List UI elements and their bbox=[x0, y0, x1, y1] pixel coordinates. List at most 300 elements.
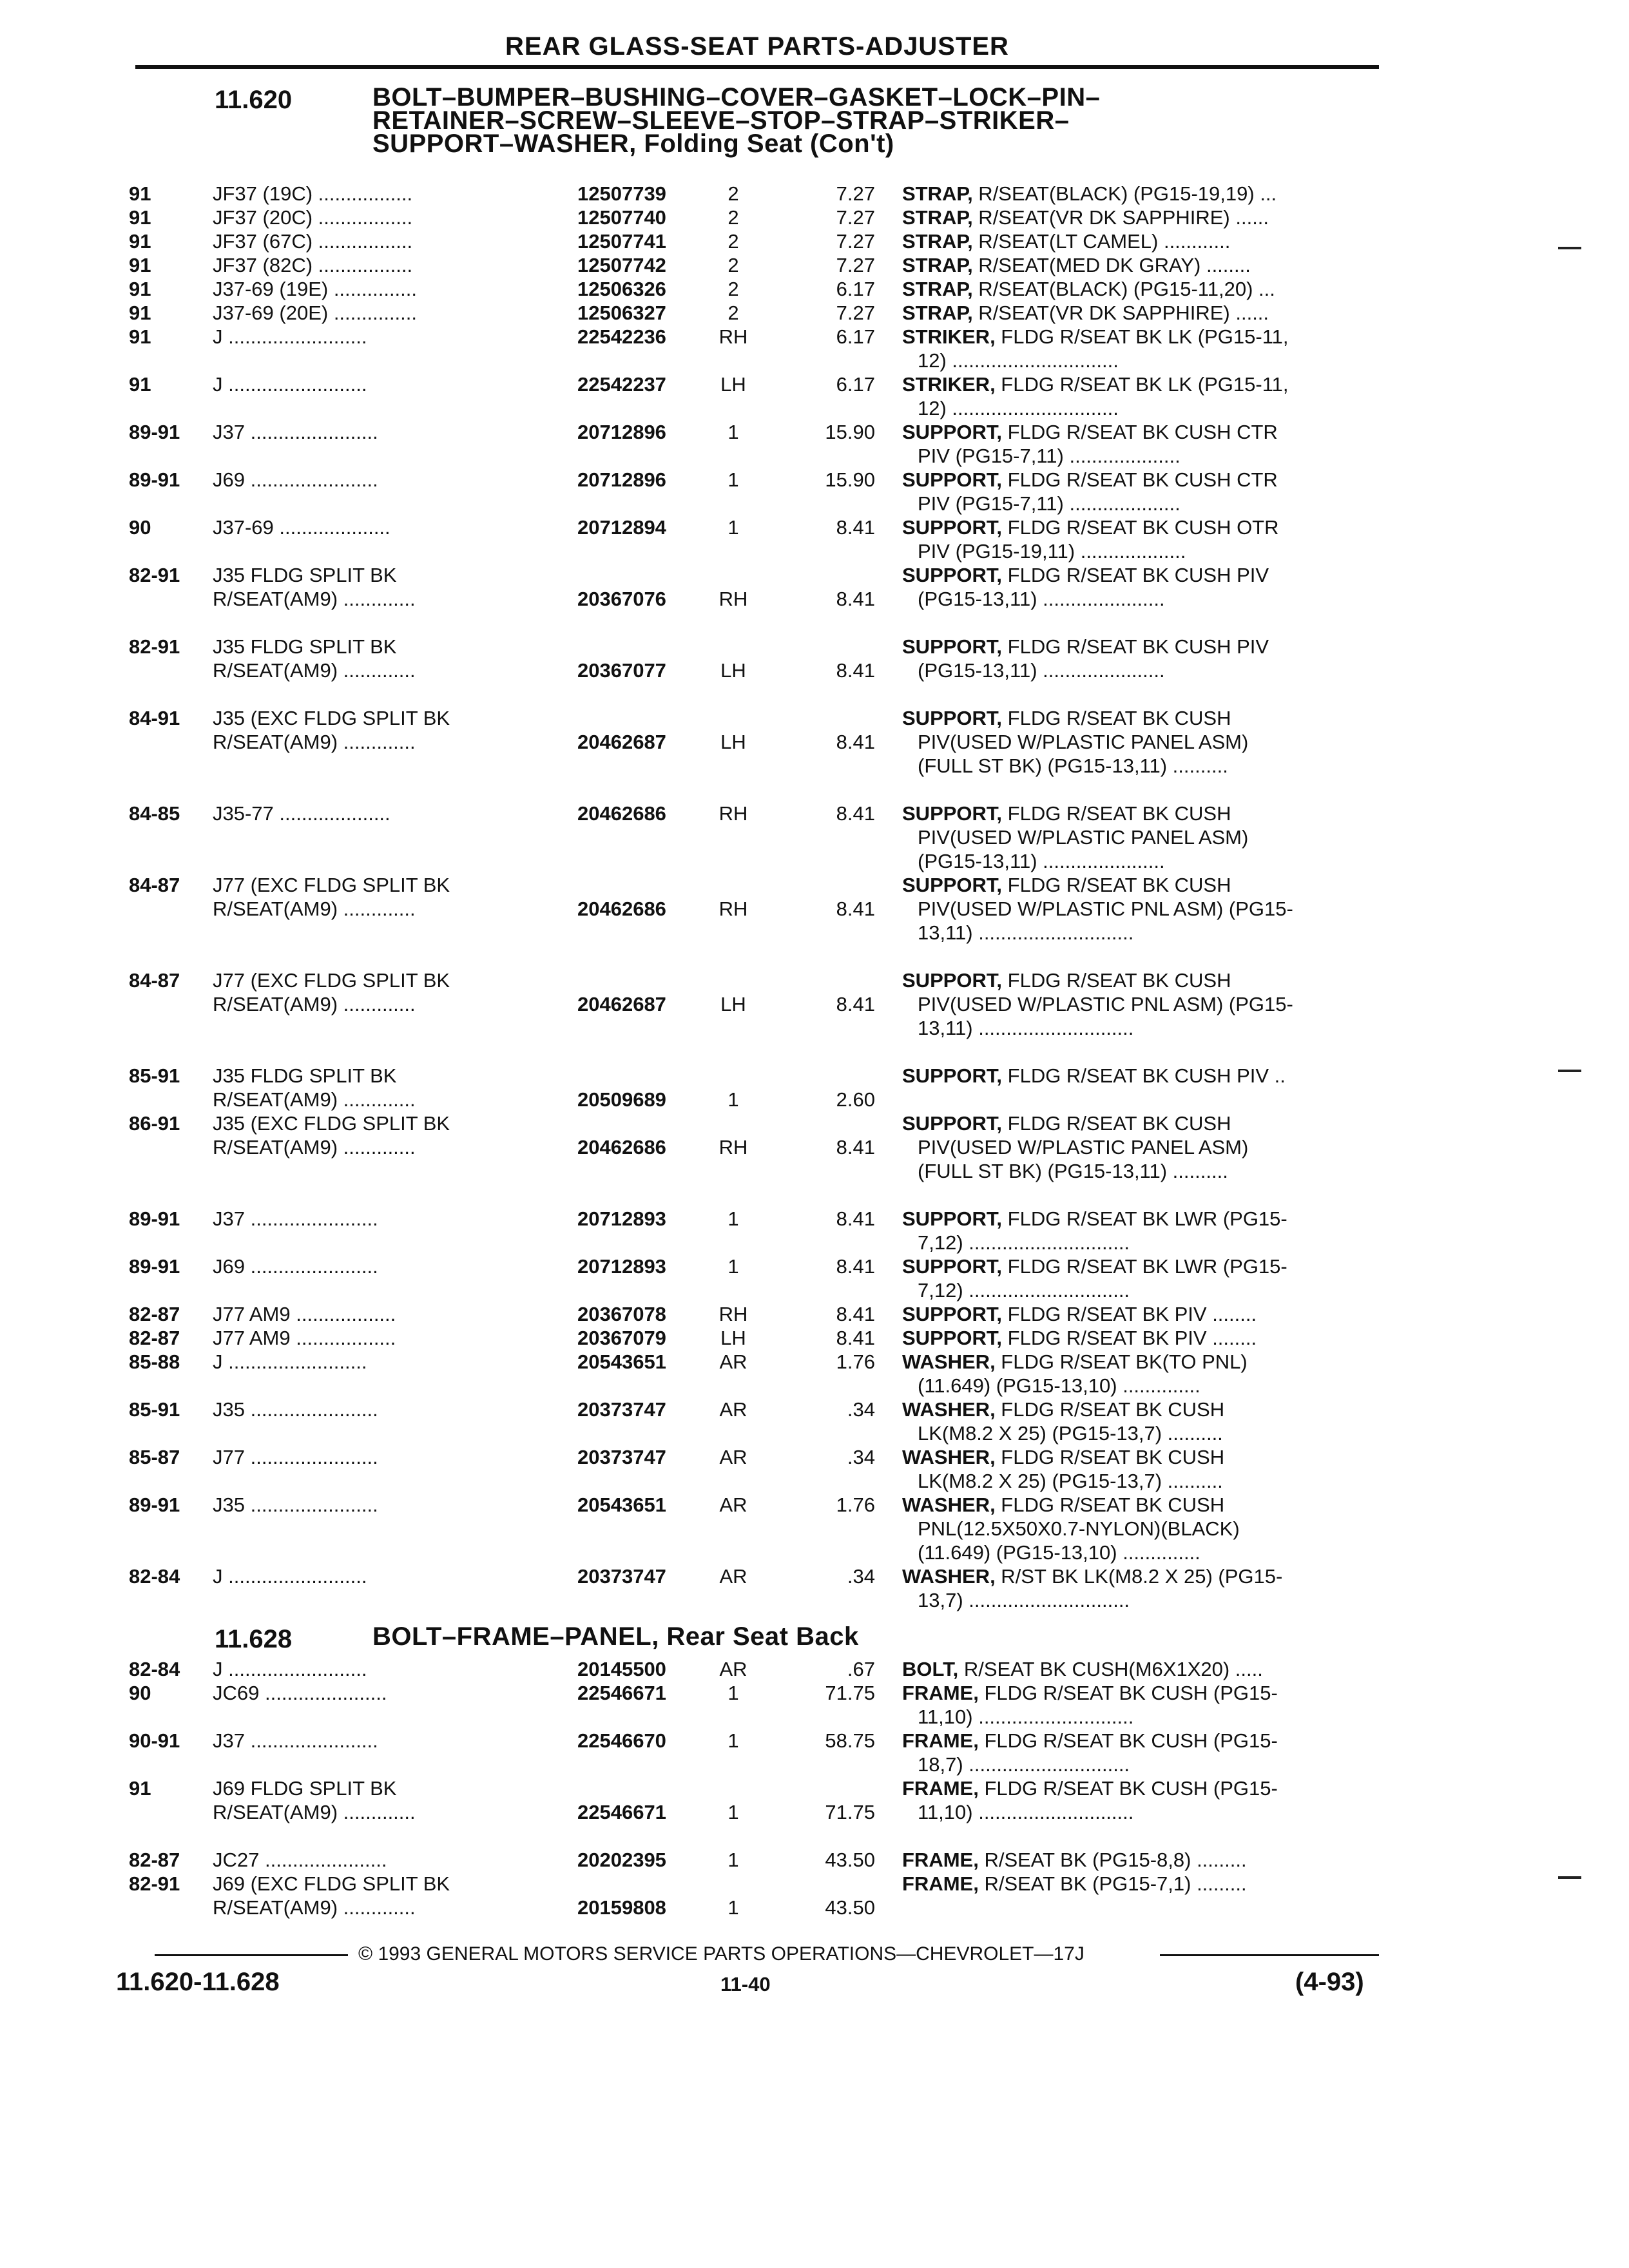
part-number: 20712894 bbox=[577, 516, 666, 539]
description-line bbox=[902, 1705, 1379, 1729]
description bbox=[902, 1326, 1379, 1350]
price: 58.75 bbox=[825, 1729, 875, 1752]
description-text: PIV (PG15-7,11) .................... bbox=[918, 445, 1181, 467]
quantity: AR bbox=[719, 1350, 747, 1373]
quantity: 2 bbox=[728, 230, 739, 253]
description-text: 7,12) ............................. bbox=[918, 1231, 1130, 1254]
quantity: LH bbox=[720, 1327, 746, 1349]
model-code bbox=[213, 182, 574, 206]
quantity: 2 bbox=[728, 206, 739, 229]
model-code bbox=[213, 1350, 574, 1374]
description-keyword: WASHER, bbox=[902, 1446, 996, 1468]
description-keyword: FRAME, bbox=[902, 1682, 979, 1704]
part-number: 22546670 bbox=[577, 1729, 666, 1752]
quantity: 1 bbox=[728, 1896, 739, 1919]
description-text: R/SEAT BK CUSH(M6X1X20) ..... bbox=[958, 1658, 1263, 1680]
model-code bbox=[213, 301, 574, 325]
description-line bbox=[902, 1872, 1379, 1896]
description-text: R/SEAT(VR DK SAPPHIRE) ...... bbox=[972, 302, 1269, 324]
model-years: 82-91 bbox=[129, 564, 180, 586]
model-code bbox=[213, 802, 574, 825]
description-line bbox=[902, 635, 1379, 658]
model-line: J77 ....................... bbox=[213, 1446, 378, 1468]
description-line bbox=[902, 277, 1379, 301]
model-line: R/SEAT(AM9) ............. bbox=[213, 588, 416, 610]
model-line: J69 ....................... bbox=[213, 1255, 378, 1278]
model-line: J37 ....................... bbox=[213, 1729, 378, 1752]
model-years: 82-84 bbox=[129, 1658, 180, 1680]
description-line bbox=[902, 1350, 1379, 1374]
description bbox=[902, 253, 1379, 277]
quantity: RH bbox=[718, 1303, 748, 1325]
part-number: 20712896 bbox=[577, 468, 666, 491]
model-line: JF37 (20C) ................. bbox=[213, 206, 413, 229]
part-number: 20462687 bbox=[577, 731, 666, 753]
price: 43.50 bbox=[825, 1896, 875, 1919]
model-line: JC27 ...................... bbox=[213, 1849, 387, 1871]
description-line bbox=[902, 1398, 1379, 1421]
description bbox=[902, 420, 1379, 468]
model-code bbox=[213, 1207, 574, 1231]
model-years: 82-84 bbox=[129, 1565, 180, 1588]
description-line bbox=[902, 229, 1379, 253]
model-code bbox=[213, 635, 574, 682]
description-text: R/SEAT(VR DK SAPPHIRE) ...... bbox=[972, 206, 1269, 229]
description-text: FLDG R/SEAT BK CUSH bbox=[995, 1494, 1225, 1516]
model-line: J77 (EXC FLDG SPLIT BK bbox=[213, 874, 450, 896]
model-years: 91 bbox=[129, 278, 151, 300]
description-text: FLDG R/SEAT BK CUSH OTR bbox=[1002, 516, 1279, 539]
description-keyword: FRAME, bbox=[902, 1729, 979, 1752]
quantity: 1 bbox=[728, 1255, 739, 1278]
model-line: R/SEAT(AM9) ............. bbox=[213, 1088, 416, 1111]
model-code bbox=[213, 277, 574, 301]
description-line bbox=[902, 182, 1379, 206]
description-line bbox=[902, 1753, 1379, 1776]
price: 1.76 bbox=[836, 1494, 875, 1516]
part-number: 20509689 bbox=[577, 1088, 666, 1111]
quantity: 1 bbox=[728, 1207, 739, 1230]
description-keyword: SUPPORT, bbox=[902, 874, 1003, 896]
description-line bbox=[902, 658, 1379, 682]
part-number: 20462687 bbox=[577, 993, 666, 1015]
model-years: 91 bbox=[129, 230, 151, 253]
description-keyword: SUPPORT, bbox=[902, 421, 1003, 443]
quantity: 1 bbox=[728, 1088, 739, 1111]
description-keyword: SUPPORT, bbox=[902, 1255, 1003, 1278]
model-line: J37-69 .................... bbox=[213, 516, 390, 539]
price: 7.27 bbox=[836, 230, 875, 253]
part-number: 20712896 bbox=[577, 421, 666, 443]
quantity: 1 bbox=[728, 1682, 739, 1704]
footer-copyright: © 1993 GENERAL MOTORS SERVICE PARTS OPERATIONS—CHEVROLET—17J bbox=[358, 1943, 1084, 1965]
description-line bbox=[902, 539, 1379, 563]
quantity: RH bbox=[718, 588, 748, 610]
description bbox=[902, 968, 1379, 1040]
description-line bbox=[902, 1800, 1379, 1824]
model-line: J37 ....................... bbox=[213, 421, 378, 443]
description-line bbox=[902, 444, 1379, 468]
model-years: 82-91 bbox=[129, 635, 180, 658]
part-number: 20712893 bbox=[577, 1255, 666, 1278]
description-text: 7,12) ............................. bbox=[918, 1279, 1130, 1302]
price: 71.75 bbox=[825, 1801, 875, 1823]
description-text: (PG15-13,11) ...................... bbox=[918, 850, 1165, 872]
model-line: J37-69 (20E) ............... bbox=[213, 302, 418, 324]
footer-page-number: 11-40 bbox=[720, 1973, 771, 1995]
quantity: 2 bbox=[728, 278, 739, 300]
description-text: 13,11) ............................ bbox=[918, 921, 1134, 944]
description-keyword: STRAP, bbox=[902, 278, 973, 300]
model-line: J35 (EXC FLDG SPLIT BK bbox=[213, 707, 450, 729]
description bbox=[902, 229, 1379, 253]
description-text: R/SEAT BK (PG15-8,8) ......... bbox=[978, 1849, 1247, 1871]
quantity: AR bbox=[719, 1565, 747, 1588]
description-line bbox=[902, 1159, 1379, 1183]
part-number: 12507741 bbox=[577, 230, 666, 253]
model-years: 84-87 bbox=[129, 969, 180, 992]
description-line bbox=[902, 1064, 1379, 1088]
description-text: PIV(USED W/PLASTIC PNL ASM) (PG15- bbox=[918, 993, 1293, 1015]
description-line bbox=[902, 1374, 1379, 1398]
price: 7.27 bbox=[836, 182, 875, 205]
model-years: 82-87 bbox=[129, 1303, 180, 1325]
description bbox=[902, 1681, 1379, 1729]
part-number: 12507742 bbox=[577, 254, 666, 276]
description-keyword: FRAME, bbox=[902, 1777, 979, 1800]
description-text: PIV(USED W/PLASTIC PANEL ASM) bbox=[918, 1136, 1249, 1158]
part-number: 20159808 bbox=[577, 1896, 666, 1919]
part-number: 22542236 bbox=[577, 325, 666, 348]
margin-mark bbox=[1558, 247, 1581, 249]
model-years: 91 bbox=[129, 254, 151, 276]
description-keyword: SUPPORT, bbox=[902, 468, 1003, 491]
model-code bbox=[213, 1729, 574, 1753]
description-text: FLDG R/SEAT BK CUSH bbox=[995, 1446, 1225, 1468]
model-line: JF37 (82C) ................. bbox=[213, 254, 413, 276]
description-text: PIV (PG15-7,11) .................... bbox=[918, 492, 1181, 515]
quantity: LH bbox=[720, 993, 746, 1015]
model-years: 86-91 bbox=[129, 1112, 180, 1135]
description-keyword: SUPPORT, bbox=[902, 1327, 1003, 1349]
model-years: 84-91 bbox=[129, 707, 180, 729]
price: 6.17 bbox=[836, 373, 875, 396]
model-code bbox=[213, 1064, 574, 1111]
price: 8.41 bbox=[836, 659, 875, 682]
description-keyword: WASHER, bbox=[902, 1494, 996, 1516]
description bbox=[902, 1564, 1379, 1612]
price: 1.76 bbox=[836, 1350, 875, 1373]
part-number: 20367078 bbox=[577, 1303, 666, 1325]
description-text: PIV(USED W/PLASTIC PANEL ASM) bbox=[918, 826, 1249, 849]
model-code bbox=[213, 873, 574, 921]
description-line bbox=[902, 1517, 1379, 1541]
description-line bbox=[902, 1016, 1379, 1040]
description-text: FLDG R/SEAT BK CUSH (PG15- bbox=[978, 1682, 1278, 1704]
margin-mark bbox=[1558, 1070, 1581, 1072]
description-line bbox=[902, 396, 1379, 420]
description bbox=[902, 206, 1379, 229]
model-code bbox=[213, 420, 574, 444]
description-line bbox=[902, 706, 1379, 730]
description bbox=[902, 372, 1379, 420]
price: 8.41 bbox=[836, 1327, 875, 1349]
model-line: J ......................... bbox=[213, 1565, 367, 1588]
description-text: FLDG R/SEAT BK LWR (PG15- bbox=[1002, 1255, 1287, 1278]
section-title-line: SUPPORT–WASHER, Folding Seat (Con't) bbox=[372, 130, 894, 158]
model-code bbox=[213, 706, 574, 754]
section-title-line: BOLT–FRAME–PANEL, Rear Seat Back bbox=[372, 1622, 859, 1651]
model-line: J35 FLDG SPLIT BK bbox=[213, 564, 397, 586]
price: 15.90 bbox=[825, 468, 875, 491]
description-text: FLDG R/SEAT BK LWR (PG15- bbox=[1002, 1207, 1287, 1230]
price: 2.60 bbox=[836, 1088, 875, 1111]
description bbox=[902, 1493, 1379, 1564]
model-code bbox=[213, 1564, 574, 1588]
description-line bbox=[902, 587, 1379, 611]
model-years: 91 bbox=[129, 1777, 151, 1800]
description-text: FLDG R/SEAT BK CUSH bbox=[1002, 1112, 1231, 1135]
model-line: J35 FLDG SPLIT BK bbox=[213, 1064, 397, 1087]
model-years: 89-91 bbox=[129, 1207, 180, 1230]
quantity: RH bbox=[718, 802, 748, 825]
model-code bbox=[213, 968, 574, 1016]
description-text: LK(M8.2 X 25) (PG15-13,7) .......... bbox=[918, 1470, 1223, 1492]
quantity: 1 bbox=[728, 421, 739, 443]
model-years: 91 bbox=[129, 325, 151, 348]
part-number: 12506327 bbox=[577, 302, 666, 324]
part-number: 20543651 bbox=[577, 1350, 666, 1373]
model-line: J77 (EXC FLDG SPLIT BK bbox=[213, 969, 450, 992]
description-line bbox=[902, 754, 1379, 778]
description-line bbox=[902, 1278, 1379, 1302]
section-title-line: RETAINER–SCREW–SLEEVE–STOP–STRAP–STRIKER– bbox=[372, 106, 1070, 135]
description bbox=[902, 468, 1379, 515]
description-keyword: STRIKER, bbox=[902, 373, 996, 396]
part-number: 20202395 bbox=[577, 1849, 666, 1871]
price: 7.27 bbox=[836, 206, 875, 229]
part-number: 22546671 bbox=[577, 1682, 666, 1704]
quantity: AR bbox=[719, 1398, 747, 1421]
model-line: J37-69 (19E) ............... bbox=[213, 278, 418, 300]
description-text: FLDG R/SEAT BK CUSH CTR bbox=[1002, 421, 1278, 443]
price: 71.75 bbox=[825, 1682, 875, 1704]
part-number: 20462686 bbox=[577, 1136, 666, 1158]
description-text: FLDG R/SEAT BK CUSH CTR bbox=[1002, 468, 1278, 491]
description-text: (FULL ST BK) (PG15-13,11) .......... bbox=[918, 1160, 1228, 1182]
model-line: R/SEAT(AM9) ............. bbox=[213, 659, 416, 682]
model-code bbox=[213, 1302, 574, 1326]
model-line: J ......................... bbox=[213, 325, 367, 348]
description-line bbox=[902, 349, 1379, 372]
description-text: 12) .............................. bbox=[918, 349, 1119, 372]
part-number: 22542237 bbox=[577, 373, 666, 396]
part-number: 20712893 bbox=[577, 1207, 666, 1230]
description-text: R/SEAT(LT CAMEL) ............ bbox=[972, 230, 1231, 253]
description-keyword: SUPPORT, bbox=[902, 516, 1003, 539]
description-keyword: SUPPORT, bbox=[902, 1112, 1003, 1135]
section-title-line: BOLT–BUMPER–BUSHING–COVER–GASKET–LOCK–PIN– bbox=[372, 83, 1101, 111]
description-text: FLDG R/SEAT BK CUSH bbox=[1002, 707, 1231, 729]
quantity: 2 bbox=[728, 182, 739, 205]
description-text: R/SEAT(BLACK) (PG15-11,20) ... bbox=[972, 278, 1275, 300]
description-line bbox=[902, 1421, 1379, 1445]
price: .34 bbox=[847, 1398, 875, 1421]
description-keyword: SUPPORT, bbox=[902, 1064, 1003, 1087]
description bbox=[902, 1848, 1379, 1872]
part-number: 20373747 bbox=[577, 1446, 666, 1468]
description bbox=[902, 1111, 1379, 1183]
description-line bbox=[902, 253, 1379, 277]
model-years: 89-91 bbox=[129, 1494, 180, 1516]
description-line bbox=[902, 1469, 1379, 1493]
description-line bbox=[902, 1111, 1379, 1135]
description bbox=[902, 1445, 1379, 1493]
price: 8.41 bbox=[836, 1255, 875, 1278]
description bbox=[902, 563, 1379, 611]
part-number: 20373747 bbox=[577, 1398, 666, 1421]
model-years: 90 bbox=[129, 516, 151, 539]
price: 7.27 bbox=[836, 302, 875, 324]
description-line bbox=[902, 1445, 1379, 1469]
model-line: J69 FLDG SPLIT BK bbox=[213, 1777, 397, 1800]
model-line: J ......................... bbox=[213, 1658, 367, 1680]
description-line bbox=[902, 563, 1379, 587]
description-text: 13,7) ............................. bbox=[918, 1589, 1130, 1611]
model-years: 91 bbox=[129, 373, 151, 396]
description-keyword: SUPPORT, bbox=[902, 1207, 1003, 1230]
part-number: 20462686 bbox=[577, 898, 666, 920]
description-line bbox=[902, 802, 1379, 825]
model-line: R/SEAT(AM9) ............. bbox=[213, 1896, 416, 1919]
quantity: RH bbox=[718, 898, 748, 920]
quantity: 1 bbox=[728, 1801, 739, 1823]
description-line bbox=[902, 873, 1379, 897]
model-code bbox=[213, 1657, 574, 1681]
model-code bbox=[213, 1254, 574, 1278]
model-code bbox=[213, 229, 574, 253]
section-title bbox=[372, 83, 1101, 158]
description bbox=[902, 873, 1379, 945]
quantity: LH bbox=[720, 659, 746, 682]
description-text: FLDG R/SEAT BK CUSH (PG15- bbox=[978, 1777, 1278, 1800]
description-keyword: STRAP, bbox=[902, 302, 973, 324]
model-line: J77 AM9 .................. bbox=[213, 1327, 396, 1349]
description-text: 13,11) ............................ bbox=[918, 1017, 1134, 1039]
description-keyword: SUPPORT, bbox=[902, 969, 1003, 992]
description-text: R/SEAT(BLACK) (PG15-19,19) ... bbox=[972, 182, 1277, 205]
price: 8.41 bbox=[836, 1207, 875, 1230]
description-line bbox=[902, 849, 1379, 873]
model-code bbox=[213, 563, 574, 611]
model-line: JF37 (67C) ................. bbox=[213, 230, 413, 253]
description-text: (PG15-13,11) ...................... bbox=[918, 588, 1165, 610]
description-line bbox=[902, 1493, 1379, 1517]
model-years: 89-91 bbox=[129, 468, 180, 491]
section-title bbox=[372, 1622, 859, 1651]
model-code bbox=[213, 1326, 574, 1350]
section-number: 11.620 bbox=[215, 86, 293, 114]
description bbox=[902, 1729, 1379, 1776]
model-line: R/SEAT(AM9) ............. bbox=[213, 1801, 416, 1823]
price: 8.41 bbox=[836, 731, 875, 753]
description-text: PIV(USED W/PLASTIC PNL ASM) (PG15- bbox=[918, 898, 1293, 920]
description-text: FLDG R/SEAT BK CUSH PIV bbox=[1002, 564, 1269, 586]
description-line bbox=[902, 1848, 1379, 1872]
model-years: 84-87 bbox=[129, 874, 180, 896]
model-code bbox=[213, 253, 574, 277]
description bbox=[902, 1302, 1379, 1326]
description-line bbox=[902, 372, 1379, 396]
part-number: 12507739 bbox=[577, 182, 666, 205]
description-text: (11.649) (PG15-13,10) .............. bbox=[918, 1541, 1200, 1564]
description-text: 11,10) ............................ bbox=[918, 1801, 1134, 1823]
description-line bbox=[902, 515, 1379, 539]
description-line bbox=[902, 1657, 1379, 1681]
price: 8.41 bbox=[836, 516, 875, 539]
model-code bbox=[213, 1872, 574, 1919]
description-keyword: SUPPORT, bbox=[902, 635, 1003, 658]
description-keyword: SUPPORT, bbox=[902, 1303, 1003, 1325]
description-line bbox=[902, 1231, 1379, 1254]
model-years: 91 bbox=[129, 182, 151, 205]
description-text: PNL(12.5X50X0.7-NYLON)(BLACK) bbox=[918, 1517, 1240, 1540]
price: 8.41 bbox=[836, 898, 875, 920]
description bbox=[902, 1872, 1379, 1896]
description-line bbox=[902, 1681, 1379, 1705]
footer-date: (4-93) bbox=[1295, 1968, 1364, 1996]
description-text: PIV (PG15-19,11) ................... bbox=[918, 540, 1186, 562]
description bbox=[902, 301, 1379, 325]
model-years: 85-91 bbox=[129, 1064, 180, 1087]
description-text: (FULL ST BK) (PG15-13,11) .......... bbox=[918, 754, 1228, 777]
description-line bbox=[902, 301, 1379, 325]
part-number: 20367076 bbox=[577, 588, 666, 610]
description-text: 11,10) ............................ bbox=[918, 1706, 1134, 1728]
model-line: JC69 ...................... bbox=[213, 1682, 387, 1704]
description-keyword: SUPPORT, bbox=[902, 564, 1003, 586]
model-line: J ......................... bbox=[213, 373, 367, 396]
description-keyword: STRAP, bbox=[902, 206, 973, 229]
footer-rule bbox=[1160, 1954, 1379, 1956]
description-line bbox=[902, 1302, 1379, 1326]
description-line bbox=[902, 730, 1379, 754]
description-text: FLDG R/SEAT BK PIV ........ bbox=[1002, 1303, 1257, 1325]
description-text: FLDG R/SEAT BK CUSH bbox=[995, 1398, 1225, 1421]
description-line bbox=[902, 1541, 1379, 1564]
price: 43.50 bbox=[825, 1849, 875, 1871]
description-text: R/SEAT(MED DK GRAY) ........ bbox=[972, 254, 1251, 276]
model-line: J37 ....................... bbox=[213, 1207, 378, 1230]
description bbox=[902, 182, 1379, 206]
section-number: 11.628 bbox=[215, 1625, 293, 1653]
description-keyword: WASHER, bbox=[902, 1398, 996, 1421]
quantity: 1 bbox=[728, 1849, 739, 1871]
description-line bbox=[902, 897, 1379, 921]
model-years: 85-87 bbox=[129, 1446, 180, 1468]
description-keyword: BOLT, bbox=[902, 1658, 959, 1680]
description-line bbox=[902, 1207, 1379, 1231]
price: .67 bbox=[847, 1658, 875, 1680]
description-line bbox=[902, 206, 1379, 229]
description-keyword: WASHER, bbox=[902, 1565, 996, 1588]
model-line: J69 (EXC FLDG SPLIT BK bbox=[213, 1872, 450, 1895]
description bbox=[902, 706, 1379, 778]
description-line bbox=[902, 1135, 1379, 1159]
description-line bbox=[902, 325, 1379, 349]
description bbox=[902, 1064, 1379, 1088]
model-code bbox=[213, 1445, 574, 1469]
